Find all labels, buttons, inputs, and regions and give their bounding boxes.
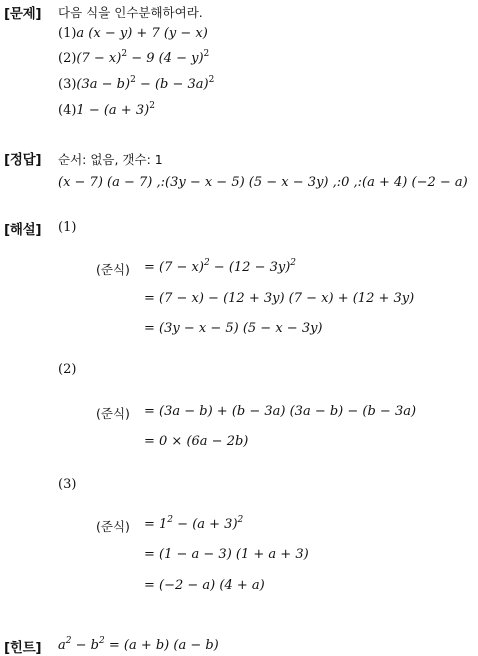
answer-meta: 순서: 없음, 갯수: 1: [58, 152, 163, 167]
exponent: 2: [208, 75, 215, 85]
original-expression-label: (준식): [96, 262, 130, 277]
equation-text: = (7 − x): [144, 260, 204, 275]
problem-item-1: [58, 26, 208, 41]
explanation-part-number: (3): [58, 477, 77, 492]
explanation-line: [144, 517, 243, 532]
item-number: (2): [58, 51, 77, 66]
hint-label: [힌트]: [4, 640, 42, 656]
exponent: 2: [65, 636, 72, 646]
exponent: 2: [130, 75, 136, 85]
exponent: 2: [290, 258, 297, 268]
explanation-line: = 0 × (6a − 2b): [144, 434, 249, 449]
equation-text: − b: [71, 638, 99, 653]
problem-label: [문제]: [4, 6, 42, 22]
problem-item-4: [58, 103, 155, 118]
item-number: (1): [58, 26, 77, 41]
hint-expression: [58, 638, 219, 653]
equation-text: − (12 − 3y): [209, 260, 291, 275]
answer-content: [58, 175, 468, 190]
explanation-line: [144, 260, 296, 275]
explanation-part-number: (1): [58, 220, 77, 235]
item-expression: a (x − y) + 7 (y − x): [76, 26, 208, 41]
item-expression-tail: − 9 (4 − y): [127, 51, 204, 66]
problem-instruction: 다음 식을 인수분해하여라.: [58, 5, 203, 20]
item-expression: (7 − x): [76, 51, 122, 66]
explanation-line: = (3a − b) + (b − 3a) (3a − b) − (b − 3a): [144, 404, 417, 419]
answer-expression: (x − 7) (a − 7) ,:(3y − x − 5) (5 − x − 3y) ,:0 ,:(a + 4) (−2 − a): [58, 175, 468, 190]
explanation-label: [해설]: [4, 222, 42, 238]
item-number: (3): [58, 77, 77, 92]
exponent: 2: [237, 515, 244, 525]
exponent: 2: [203, 49, 210, 59]
problem-item-3: [58, 77, 214, 92]
explanation-line: = (3y − x − 5) (5 − x − 3y): [144, 321, 323, 336]
exponent: 2: [121, 49, 128, 59]
equation-text: a: [58, 638, 66, 653]
exponent: 2: [98, 636, 105, 646]
explanation-part-number: (2): [58, 362, 77, 377]
equation-text: = (a + b) (a − b): [104, 638, 219, 653]
explanation-line: = (7 − x) − (12 + 3y) (7 − x) + (12 + 3y): [144, 291, 415, 306]
explanation-line: = (−2 − a) (4 + a): [144, 578, 265, 593]
original-expression-label: (준식): [96, 406, 130, 421]
exponent: 2: [167, 515, 174, 525]
item-expression: 1 − (a + 3): [76, 103, 150, 118]
exponent: 2: [203, 258, 210, 268]
problem-item-2: [58, 51, 209, 66]
equation-text: − (a + 3): [173, 517, 238, 532]
item-expression: (3a − b): [76, 77, 131, 92]
equation-text: = 1: [144, 517, 168, 532]
item-expression-tail: − (b − 3a): [135, 77, 209, 92]
original-expression-label: (준식): [96, 519, 130, 534]
explanation-line: = (1 − a − 3) (1 + a + 3): [144, 547, 309, 562]
item-number: (4): [58, 103, 77, 118]
exponent: 2: [149, 101, 155, 111]
answer-label: [정답]: [4, 152, 42, 168]
